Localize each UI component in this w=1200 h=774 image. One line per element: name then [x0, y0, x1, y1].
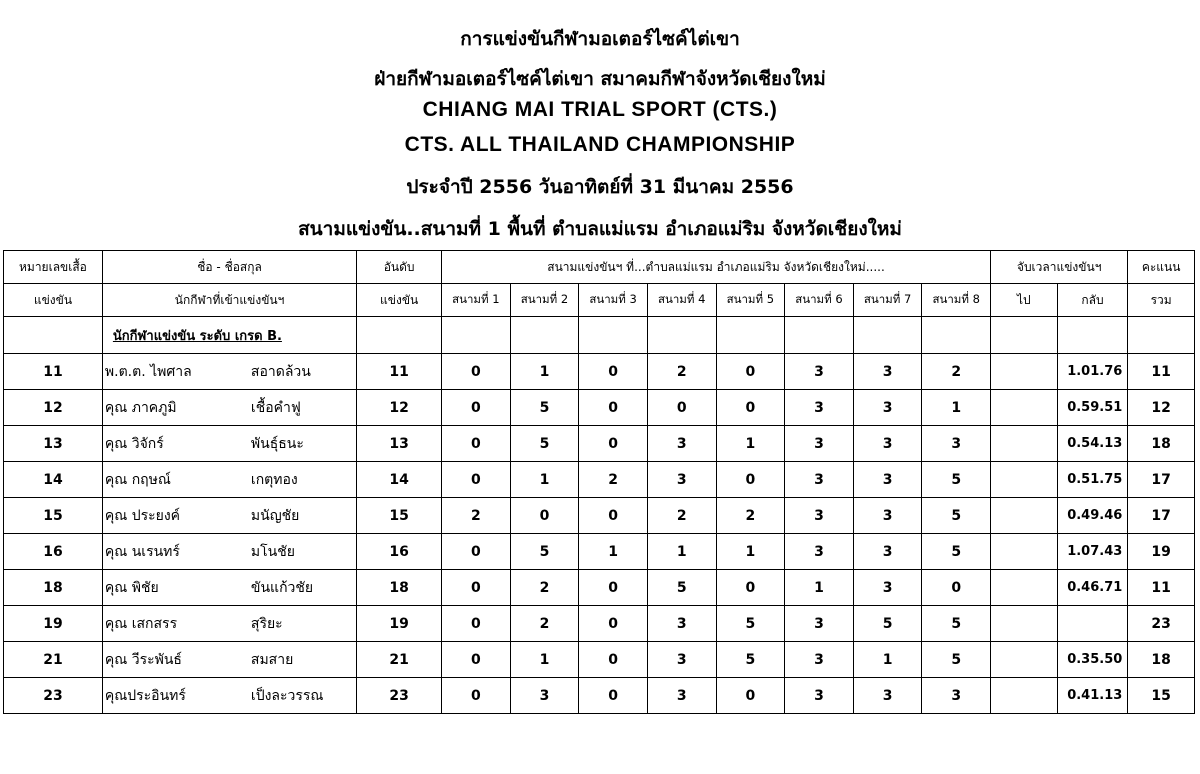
time-back-value: 0.46.71 [1057, 570, 1128, 606]
total-score: 18 [1128, 426, 1195, 462]
athlete-first-name: คุณ วีระพันธ์ [104, 651, 182, 668]
stage-score: 3 [647, 606, 716, 642]
athlete-last-name: พันธุ์ธนะ [250, 435, 304, 452]
timing-header: จับเวลาแข่งขันฯ [991, 251, 1128, 284]
athlete-name [102, 570, 356, 606]
athlete-first-name: คุณ พิชัย [104, 579, 159, 596]
athlete-name [102, 498, 356, 534]
stage-score: 2 [579, 462, 648, 498]
stage-score: 5 [647, 570, 716, 606]
stage-score: 3 [785, 426, 854, 462]
total-score: 12 [1128, 390, 1195, 426]
rank-value: 16 [357, 534, 442, 570]
stage-score: 5 [922, 606, 991, 642]
rank-value: 19 [357, 606, 442, 642]
athlete-first-name: คุณ กฤษณ์ [104, 471, 171, 488]
stage-score: 0 [442, 534, 511, 570]
stage-score: 2 [442, 498, 511, 534]
rank-value: 12 [357, 390, 442, 426]
stage-score: 5 [716, 642, 785, 678]
rank-value: 18 [357, 570, 442, 606]
time-out-value [991, 390, 1058, 426]
english-title: CHIANG MAI TRIAL SPORT (CTS.) [422, 98, 778, 121]
table-row [4, 534, 1195, 570]
time-out-value [991, 426, 1058, 462]
athlete-last-name: เป็งละวรรณ [250, 687, 324, 704]
time-out-value [991, 642, 1058, 678]
stage-header: สนามที่ 5 [716, 284, 785, 317]
stage-score: 0 [442, 678, 511, 714]
stage-score: 2 [510, 570, 579, 606]
stage-score: 3 [785, 498, 854, 534]
bib-number: 14 [4, 462, 103, 498]
stage-header: สนามที่ 8 [922, 284, 991, 317]
stage-score: 3 [647, 642, 716, 678]
stage-score: 3 [647, 462, 716, 498]
rank-header: อันดับ [357, 251, 442, 284]
stage-score: 1 [922, 390, 991, 426]
table-row [4, 678, 1195, 714]
stage-score: 2 [510, 606, 579, 642]
stage-score: 5 [510, 426, 579, 462]
stage-score: 3 [853, 462, 922, 498]
stage-score: 3 [647, 426, 716, 462]
athlete-first-name: คุณ ประยงค์ [104, 507, 181, 524]
athlete-first-name: คุณ ภาคภูมิ [104, 399, 177, 416]
stage-score: 1 [853, 642, 922, 678]
name-header-sub: นักกีฬาที่เข้าแข่งขันฯ [102, 284, 356, 317]
athlete-name [102, 606, 356, 642]
stage-score: 0 [579, 498, 648, 534]
stage-score: 3 [647, 678, 716, 714]
stage-score: 0 [442, 354, 511, 390]
stage-score: 5 [922, 534, 991, 570]
total-score: 11 [1128, 354, 1195, 390]
stage-score: 2 [922, 354, 991, 390]
stage-score: 5 [853, 606, 922, 642]
time-out-value [991, 354, 1058, 390]
stage-score: 0 [510, 498, 579, 534]
stage-score: 3 [785, 534, 854, 570]
venue-title: สนามแข่งขัน..สนามที่ 1 พื้นที่ ตำบลแม่แรม อำเภอแม่ริม จังหวัดเชียงใหม่ [298, 218, 902, 240]
total-score: 23 [1128, 606, 1195, 642]
athlete-first-name: คุณ นเรนทร์ [104, 543, 180, 560]
venue-header: สนามแข่งขันฯ ที่...ตำบลแม่แรม อำเภอแม่ริม จังหวัดเชียงใหม่..... [442, 251, 991, 284]
time-out-value [991, 534, 1058, 570]
table-row [4, 426, 1195, 462]
athlete-name [102, 462, 356, 498]
stage-score: 3 [785, 462, 854, 498]
athlete-last-name: เกตุทอง [250, 471, 298, 488]
stage-score: 3 [922, 426, 991, 462]
stage-score: 5 [510, 534, 579, 570]
stage-score: 0 [647, 390, 716, 426]
table-row [4, 462, 1195, 498]
time-out-header: ไป [991, 284, 1058, 317]
time-back-value: 0.51.75 [1057, 462, 1128, 498]
athlete-last-name: สมสาย [250, 651, 294, 668]
stage-score: 0 [716, 678, 785, 714]
stage-score: 2 [647, 498, 716, 534]
time-out-value [991, 678, 1058, 714]
athlete-last-name: เชื้อคำฟู [250, 399, 301, 416]
athlete-first-name: คุณ วิจักร์ [104, 435, 164, 452]
athlete-name [102, 534, 356, 570]
stage-score: 3 [785, 390, 854, 426]
time-out-value [991, 606, 1058, 642]
championship-title: CTS. ALL THAILAND CHAMPIONSHIP [404, 133, 796, 156]
athlete-name [102, 426, 356, 462]
stage-score: 5 [922, 642, 991, 678]
rank-value: 23 [357, 678, 442, 714]
stage-score: 0 [716, 462, 785, 498]
category-row [4, 317, 1195, 354]
stage-score: 2 [647, 354, 716, 390]
table-row [4, 354, 1195, 390]
rank-value: 14 [357, 462, 442, 498]
athlete-last-name: ขันแก้วชัย [250, 579, 314, 596]
stage-header: สนามที่ 1 [442, 284, 511, 317]
stage-score: 1 [716, 534, 785, 570]
name-header: ชื่อ - ชื่อสกุล [102, 251, 356, 284]
athlete-name [102, 678, 356, 714]
stage-score: 3 [853, 390, 922, 426]
rank-header-sub: แข่งขัน [357, 284, 442, 317]
time-back-value: 0.49.46 [1057, 498, 1128, 534]
time-back-value: 0.59.51 [1057, 390, 1128, 426]
stage-score: 0 [579, 390, 648, 426]
bib-header-sub: แข่งขัน [4, 284, 103, 317]
athlete-name [102, 390, 356, 426]
athlete-name [102, 354, 356, 390]
stage-header: สนามที่ 7 [853, 284, 922, 317]
event-title: การแข่งขันกีฬามอเตอร์ไซค์ไต่เขา [460, 28, 740, 50]
stage-score: 0 [922, 570, 991, 606]
rank-value: 11 [357, 354, 442, 390]
stage-score: 1 [785, 570, 854, 606]
stage-score: 5 [716, 606, 785, 642]
stage-score: 3 [853, 570, 922, 606]
bib-number: 19 [4, 606, 103, 642]
total-score: 17 [1128, 462, 1195, 498]
bib-number: 18 [4, 570, 103, 606]
stage-score: 0 [716, 570, 785, 606]
bib-number: 23 [4, 678, 103, 714]
table-row [4, 498, 1195, 534]
athlete-first-name: พ.ต.ต. ไพศาล [104, 363, 192, 380]
stage-score: 0 [579, 678, 648, 714]
athlete-last-name: มโนชัย [250, 543, 295, 560]
stage-score: 3 [785, 354, 854, 390]
stage-score: 3 [785, 642, 854, 678]
table-row [4, 390, 1195, 426]
total-score: 18 [1128, 642, 1195, 678]
total-score: 19 [1128, 534, 1195, 570]
athlete-last-name: มนัญชัย [250, 507, 300, 524]
time-back-value: 1.07.43 [1057, 534, 1128, 570]
stage-score: 3 [853, 498, 922, 534]
stage-score: 3 [785, 606, 854, 642]
athlete-last-name: สุริยะ [250, 615, 283, 632]
stage-score: 3 [853, 678, 922, 714]
stage-score: 2 [716, 498, 785, 534]
stage-score: 0 [442, 642, 511, 678]
stage-score: 3 [853, 426, 922, 462]
stage-header: สนามที่ 6 [785, 284, 854, 317]
table-row [4, 642, 1195, 678]
time-back-header: กลับ [1057, 284, 1128, 317]
stage-header: สนามที่ 2 [510, 284, 579, 317]
time-out-value [991, 462, 1058, 498]
stage-score: 3 [853, 534, 922, 570]
time-out-value [991, 498, 1058, 534]
bib-number: 13 [4, 426, 103, 462]
rank-value: 15 [357, 498, 442, 534]
time-back-value: 0.35.50 [1057, 642, 1128, 678]
time-back-value: 0.41.13 [1057, 678, 1128, 714]
rank-value: 21 [357, 642, 442, 678]
athlete-first-name: คุณประอินทร์ [104, 687, 186, 704]
stage-score: 3 [785, 678, 854, 714]
total-score: 17 [1128, 498, 1195, 534]
stage-score: 0 [442, 390, 511, 426]
total-score: 11 [1128, 570, 1195, 606]
bib-number: 21 [4, 642, 103, 678]
stage-score: 0 [442, 462, 511, 498]
stage-score: 0 [579, 642, 648, 678]
stage-score: 0 [442, 570, 511, 606]
bib-header: หมายเลขเสื้อ [4, 251, 103, 284]
total-header-sub: รวม [1128, 284, 1195, 317]
stage-score: 3 [922, 678, 991, 714]
category-label: นักกีฬาแข่งขัน ระดับ เกรด B. [102, 317, 356, 354]
stage-score: 0 [716, 354, 785, 390]
bib-number: 12 [4, 390, 103, 426]
stage-score: 1 [579, 534, 648, 570]
stage-score: 3 [853, 354, 922, 390]
stage-score: 1 [510, 354, 579, 390]
stage-score: 0 [716, 390, 785, 426]
total-header: คะแนน [1128, 251, 1195, 284]
stage-score: 0 [442, 426, 511, 462]
table-row [4, 606, 1195, 642]
time-out-value [991, 570, 1058, 606]
time-back-value: 1.01.76 [1057, 354, 1128, 390]
total-score: 15 [1128, 678, 1195, 714]
stage-score: 5 [922, 498, 991, 534]
bib-number: 11 [4, 354, 103, 390]
bib-number: 16 [4, 534, 103, 570]
event-date: ประจำปี 2556 วันอาทิตย์ที่ 31 มีนาคม 2556 [406, 176, 794, 198]
stage-score: 1 [647, 534, 716, 570]
stage-score: 0 [579, 426, 648, 462]
athlete-last-name: สอาดล้วน [250, 363, 311, 380]
stage-header: สนามที่ 3 [579, 284, 648, 317]
organizer-title: ฝ่ายกีฬามอเตอร์ไซค์ไต่เขา สมาคมกีฬาจังหวัดเชียงใหม่ [374, 68, 826, 90]
table-row [4, 570, 1195, 606]
stage-score: 0 [442, 606, 511, 642]
header-row-bottom [4, 284, 1195, 317]
stage-header: สนามที่ 4 [647, 284, 716, 317]
athlete-first-name: คุณ เสกสรร [104, 615, 178, 632]
rank-value: 13 [357, 426, 442, 462]
stage-score: 5 [922, 462, 991, 498]
athlete-name [102, 642, 356, 678]
stage-score: 3 [510, 678, 579, 714]
bib-number: 15 [4, 498, 103, 534]
stage-score: 1 [716, 426, 785, 462]
stage-score: 1 [510, 462, 579, 498]
stage-score: 5 [510, 390, 579, 426]
results-table [3, 250, 1195, 714]
time-back-value: 0.54.13 [1057, 426, 1128, 462]
stage-score: 0 [579, 354, 648, 390]
header-row-top [4, 251, 1195, 284]
stage-score: 1 [510, 642, 579, 678]
stage-score: 0 [579, 570, 648, 606]
time-back-value [1057, 606, 1128, 642]
stage-score: 0 [579, 606, 648, 642]
